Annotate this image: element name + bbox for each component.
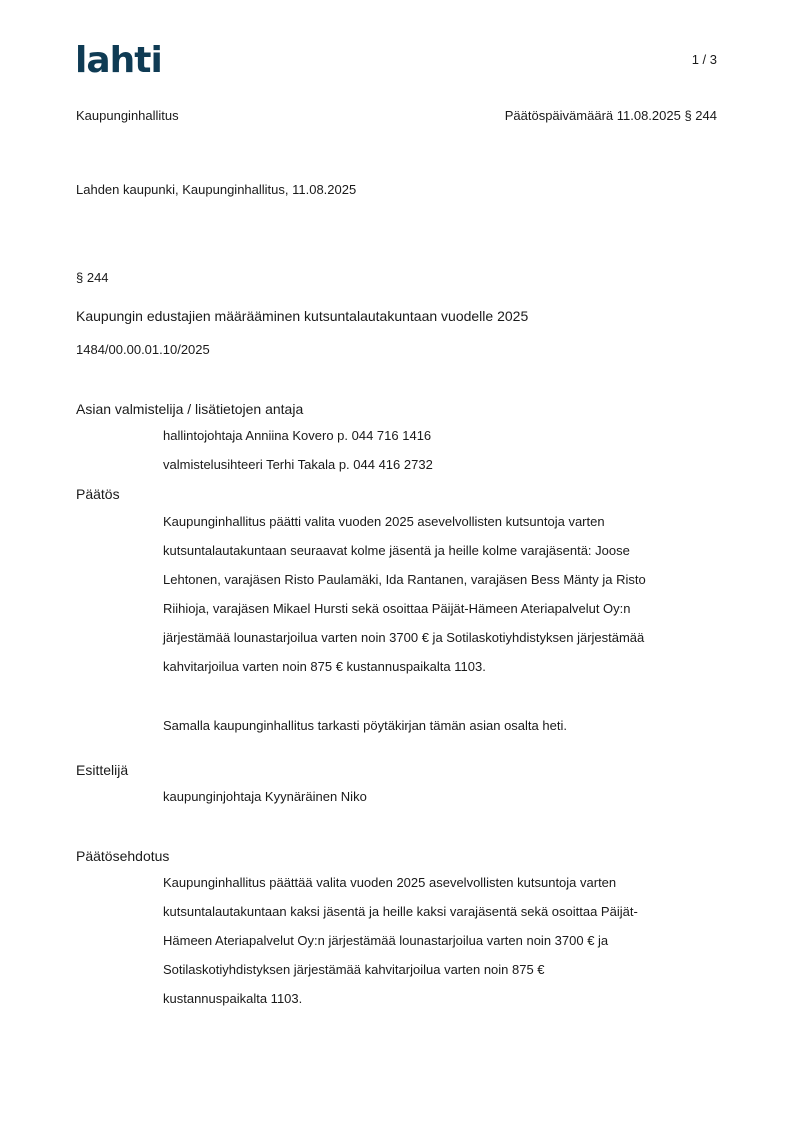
- proposal-heading: Päätösehdotus: [76, 848, 170, 864]
- decision-heading: Päätös: [76, 486, 120, 502]
- decision-line: kutsuntalautakuntaan seuraavat kolme jäsentä ja heille kolme varajäsentä: Joose: [163, 543, 630, 558]
- decision-line: Riihioja, varajäsen Mikael Hursti sekä osoittaa Päijät-Hämeen Ateriapalvelut Oy:n: [163, 601, 631, 616]
- subject-title: Kaupungin edustajien määrääminen kutsuntalautakuntaan vuodelle 2025: [76, 308, 529, 324]
- decision-line: järjestämää lounastarjoilua varten noin 3700 € ja Sotilaskotiyhdistyksen järjestämää: [163, 630, 645, 645]
- presenter-heading: Esittelijä: [76, 762, 129, 778]
- proposal-line: Kaupunginhallitus päättää valita vuoden 2025 asevelvollisten kutsuntoja varten: [163, 875, 617, 890]
- decision-line: kahvitarjoilua varten noin 875 € kustannuspaikalta 1103.: [163, 659, 486, 674]
- preparer-heading: Asian valmistelija / lisätietojen antaja: [76, 401, 304, 417]
- preparer-line: hallintojohtaja Anniina Kovero p. 044 716 1416: [163, 428, 432, 443]
- decision-line: Lehtonen, varajäsen Risto Paulamäki, Ida Rantanen, varajäsen Bess Mänty ja Risto: [163, 572, 646, 587]
- proposal-line: kustannuspaikalta 1103.: [163, 991, 303, 1006]
- proposal-line: kutsuntalautakuntaan kaksi jäsentä ja heille kaksi varajäsentä sekä osoittaa Päijät-: [163, 904, 638, 919]
- proposal-line: Sotilaskotiyhdistyksen järjestämää kahvitarjoilua varten noin 875 €: [163, 962, 545, 977]
- meeting-line: Lahden kaupunki, Kaupunginhallitus, 11.08.2025: [76, 182, 357, 197]
- page-number: 1 / 3: [691, 52, 717, 67]
- proposal-line: Hämeen Ateriapalvelut Oy:n järjestämää lounastarjoilua varten noin 3700 € ja: [163, 933, 609, 948]
- record-id: 1484/00.00.01.10/2025: [76, 342, 210, 357]
- section-number: § 244: [76, 270, 109, 285]
- header-organ: Kaupunginhallitus: [76, 108, 179, 123]
- decision-line: Kaupunginhallitus päätti valita vuoden 2025 asevelvollisten kutsuntoja varten: [163, 514, 605, 529]
- lahti-logo: lahti: [75, 40, 162, 81]
- header-date-ref: Päätöspäivämäärä 11.08.2025 § 244: [504, 108, 717, 123]
- decision-extra: Samalla kaupunginhallitus tarkasti pöytäkirjan tämän asian osalta heti.: [163, 718, 567, 733]
- preparer-line: valmistelusihteeri Terhi Takala p. 044 416 2732: [163, 457, 433, 472]
- presenter-line: kaupunginjohtaja Kyynäräinen Niko: [163, 789, 367, 804]
